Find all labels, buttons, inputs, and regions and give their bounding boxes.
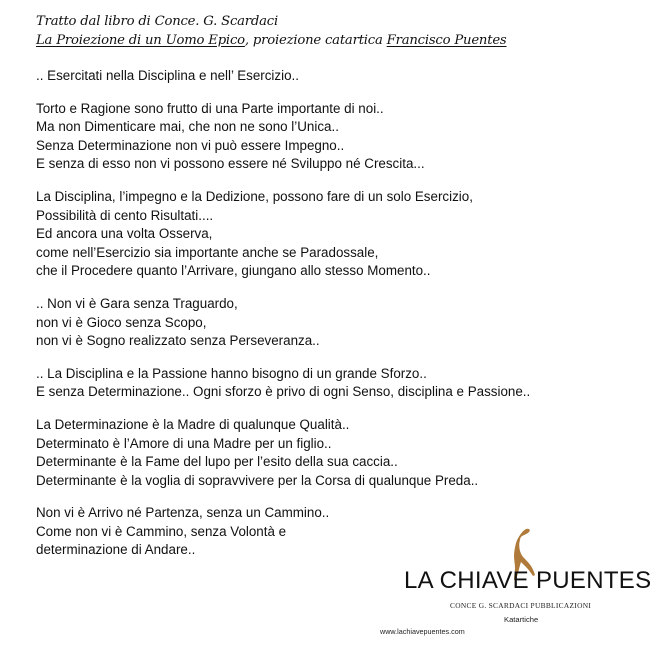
poem-line: La Determinazione è la Madre di qualunque Qualità.. <box>36 416 350 432</box>
poem-line: Determinato è l’Amore di una Madre per un figlio.. <box>36 435 332 451</box>
publisher-name: CONCE G. SCARDACI PUBBLICAZIONI <box>450 601 592 610</box>
poem-line: Non vi è Arrivo né Partenza, senza un Cammino.. <box>36 505 330 521</box>
poem-line: La Disciplina, l’impegno e la Dedizione, possono fare di un solo Esercizio, <box>36 188 473 204</box>
book-subtitle: , proiezione catartica <box>244 33 387 48</box>
poem-line: .. La Disciplina e la Passione hanno bisogno di un grande Sforzo.. <box>36 365 427 381</box>
poem-line: come nell’Esercizio sia importante anche se Paradossale, <box>36 244 379 260</box>
series-name: Katartiche <box>504 615 539 624</box>
poem-line: non vi è Sogno realizzato senza Perseveranza.. <box>36 333 320 349</box>
poem-line: E senza Determinazione.. Ogni sforzo è privo di ogni Senso, disciplina e Passione.. <box>36 384 531 400</box>
stanza <box>36 188 530 281</box>
poem-body <box>36 67 530 574</box>
website-url: www.lachiavepuentes.com <box>380 627 465 636</box>
poem-line: Determinante è la voglia di sopravvivere per la Corsa di qualunque Preda.. <box>36 472 479 488</box>
stanza <box>36 365 530 402</box>
poem-line: E senza di esso non vi possono essere né Sviluppo né Crescita... <box>36 156 425 172</box>
poem-line: che il Procedere quanto l’Arrivare, giungano allo stesso Momento.. <box>36 263 431 279</box>
poem-line: determinazione di Andare.. <box>36 542 196 558</box>
poem-line: Ma non Dimenticare mai, che non ne sono l’Unica.. <box>36 119 339 135</box>
poem-line: Senza Determinazione non vi può essere Impegno.. <box>36 137 345 153</box>
poem-line: Ed ancora una volta Osserva, <box>36 226 213 242</box>
attribution-header <box>36 12 507 50</box>
stanza <box>36 416 530 490</box>
book-line <box>36 31 507 50</box>
poem-line: Come non vi è Cammino, senza Volontà e <box>36 523 287 539</box>
poem-line: .. Non vi è Gara senza Traguardo, <box>36 295 238 311</box>
poem-line: non vi è Gioco senza Scopo, <box>36 314 207 330</box>
stanza <box>36 295 530 351</box>
poem-line: Torto e Ragione sono frutto di una Parte importante di noi.. <box>36 100 384 116</box>
source-line: Tratto dal libro di Conce. G. Scardaci <box>36 14 279 29</box>
poem-line: Determinante è la Fame del lupo per l’esito della sua caccia.. <box>36 454 398 470</box>
book-title: La Proiezione di un Uomo Epico <box>36 33 245 48</box>
poem-line: .. Esercitati nella Disciplina e nell’ Esercizio.. <box>36 68 299 83</box>
publisher-logo <box>380 527 652 637</box>
brand-name: LA CHIAVE PUENTES <box>404 567 652 594</box>
stanza <box>36 100 530 174</box>
author-name: Francisco Puentes <box>386 33 507 48</box>
poem-line: Possibilità di cento Risultati.... <box>36 207 214 223</box>
stanza <box>36 67 530 86</box>
